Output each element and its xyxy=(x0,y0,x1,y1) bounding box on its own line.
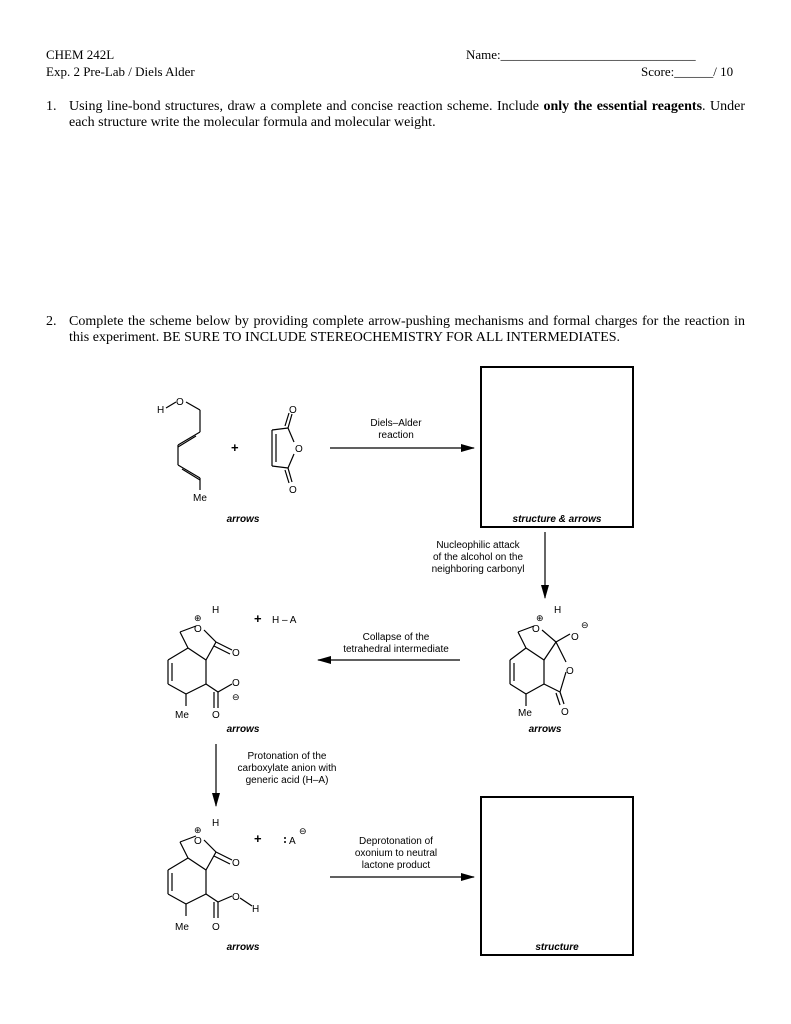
anhydride-O-top: O xyxy=(289,405,297,416)
oxonium1-Me: Me xyxy=(175,710,189,721)
question-2-text: Complete the scheme below by providing complete arrow-pushing mechanisms and formal charges for the reaction in this experiment. BE SURE TO INCLUDE STEREOCHEMISTRY FOR ALL INTERMEDIATES. xyxy=(69,314,745,345)
step3-label: Collapse of the tetrahedral intermediate xyxy=(343,632,449,655)
step1-label: Diels–Alder reaction xyxy=(370,418,422,441)
score-field: Score:______/ 10 xyxy=(641,64,734,79)
oxonium2-O-ring: O xyxy=(194,836,202,847)
caption-arrows-1: arrows xyxy=(226,514,260,525)
oxonium2-H-top: H xyxy=(212,818,220,829)
plus-sign-3: + xyxy=(254,831,262,846)
generic-acid: H – A xyxy=(272,615,297,626)
conjugate-base-minus: ⊖ xyxy=(299,826,307,836)
caption-structure-arrows: structure & arrows xyxy=(512,514,602,525)
maleic-anhydride xyxy=(272,413,294,483)
tetra-O-ring: O xyxy=(532,624,540,635)
diene-molecule xyxy=(166,402,200,490)
tetra-Me: Me xyxy=(518,708,532,719)
experiment-title: Exp. 2 Pre-Lab / Diels Alder xyxy=(46,64,195,79)
question-1-number: 1. xyxy=(46,99,57,114)
step4-label: Protonation of the carboxylate anion with generic acid (H–A) xyxy=(237,751,337,786)
tetra-O-lactone: O xyxy=(566,666,574,677)
oxonium2-H-hydroxyl: H xyxy=(252,904,260,915)
plus-sign-2: + xyxy=(254,611,262,626)
caption-arrows-2: arrows xyxy=(226,724,260,735)
anhydride-O-bottom: O xyxy=(289,485,297,496)
caption-structure: structure xyxy=(535,942,579,953)
oxonium1-H: H xyxy=(212,605,220,616)
tetra-O-carbonyl: O xyxy=(561,707,569,718)
oxonium2-plus: ⊕ xyxy=(194,825,202,835)
oxonium2-O-carbonyl: O xyxy=(232,858,240,869)
caption-arrows-3: arrows xyxy=(528,724,562,735)
diene-Me: Me xyxy=(193,493,207,504)
tetra-Hplus: ⊕ xyxy=(536,613,544,623)
step5-label: Deprotonation of oxonium to neutral lactone product xyxy=(354,836,438,871)
question-2-number: 2. xyxy=(46,314,57,329)
tetra-O-minus: O xyxy=(571,632,579,643)
oxonium1-minus: ⊖ xyxy=(232,692,240,702)
diene-O: O xyxy=(176,397,184,408)
question-1-text: Using line-bond structures, draw a complete and concise reaction scheme. Include only the essential reagents. Under each structure write the molecular formula and molecular weight. xyxy=(69,99,745,130)
name-field[interactable]: Name:______________________________ xyxy=(466,47,696,62)
oxonium2-O-hydroxyl: O xyxy=(232,892,240,903)
oxonium1-O-bottom: O xyxy=(212,710,220,721)
oxonium2-O-bottom: O xyxy=(212,922,220,933)
tetra-minus: ⊖ xyxy=(581,620,589,630)
oxonium-acid xyxy=(168,836,252,918)
oxonium1-O-minus: O xyxy=(232,678,240,689)
course-code: CHEM 242L xyxy=(46,47,115,62)
oxonium2-Me: Me xyxy=(175,922,189,933)
oxonium-carboxylate xyxy=(168,626,232,708)
tetrahedral-intermediate xyxy=(510,626,570,706)
caption-arrows-4: arrows xyxy=(226,942,260,953)
step2-label: Nucleophilic attack of the alcohol on the neighboring carbonyl xyxy=(431,540,525,575)
anhydride-O-ring: O xyxy=(295,444,303,455)
oxonium1-plus: ⊕ xyxy=(194,613,202,623)
diene-H: H xyxy=(157,405,165,416)
tetra-H: H xyxy=(554,605,562,616)
conjugate-base-A: A xyxy=(289,836,296,847)
oxonium1-O-ring: O xyxy=(194,624,202,635)
plus-sign-1: + xyxy=(231,440,239,455)
oxonium1-O-carbonyl: O xyxy=(232,648,240,659)
